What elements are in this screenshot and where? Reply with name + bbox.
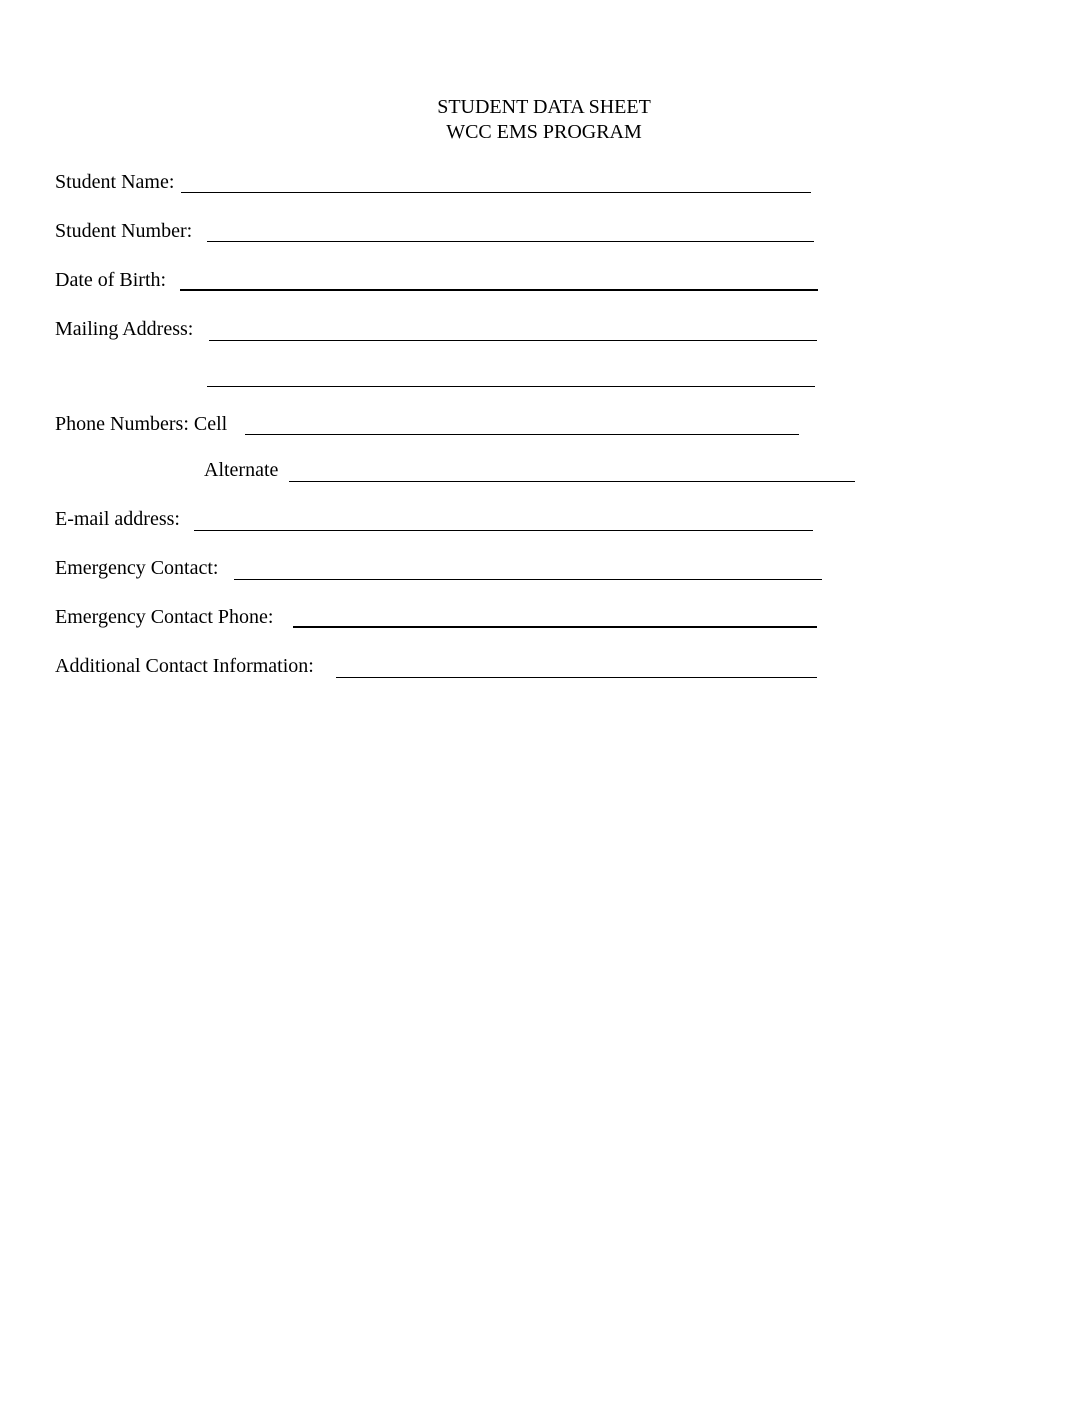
student-name-field[interactable] bbox=[181, 192, 811, 193]
mailing-address-field-line1[interactable] bbox=[209, 340, 817, 341]
emergency-contact-phone-label: Emergency Contact Phone: bbox=[55, 606, 274, 628]
emergency-contact-label: Emergency Contact: bbox=[55, 557, 219, 579]
phone-alternate-label: Alternate bbox=[204, 459, 279, 481]
email-field[interactable] bbox=[194, 530, 813, 531]
student-number-label: Student Number: bbox=[55, 220, 193, 242]
emergency-contact-phone-field[interactable] bbox=[293, 626, 817, 628]
mailing-address-label: Mailing Address: bbox=[55, 318, 194, 340]
form-subtitle: WCC EMS PROGRAM bbox=[446, 121, 642, 143]
form-title: STUDENT DATA SHEET bbox=[437, 96, 651, 118]
emergency-contact-field[interactable] bbox=[234, 579, 822, 580]
student-number-field[interactable] bbox=[207, 241, 814, 242]
mailing-address-field-line2[interactable] bbox=[207, 386, 815, 387]
email-label: E-mail address: bbox=[55, 508, 180, 530]
phone-cell-label: Phone Numbers: Cell bbox=[55, 413, 228, 435]
phone-alternate-field[interactable] bbox=[289, 481, 855, 482]
phone-cell-field[interactable] bbox=[245, 434, 799, 435]
additional-contact-field[interactable] bbox=[336, 677, 817, 678]
student-name-label: Student Name: bbox=[55, 171, 175, 193]
date-of-birth-label: Date of Birth: bbox=[55, 269, 167, 291]
date-of-birth-field[interactable] bbox=[180, 289, 818, 291]
additional-contact-label: Additional Contact Information: bbox=[55, 655, 314, 677]
